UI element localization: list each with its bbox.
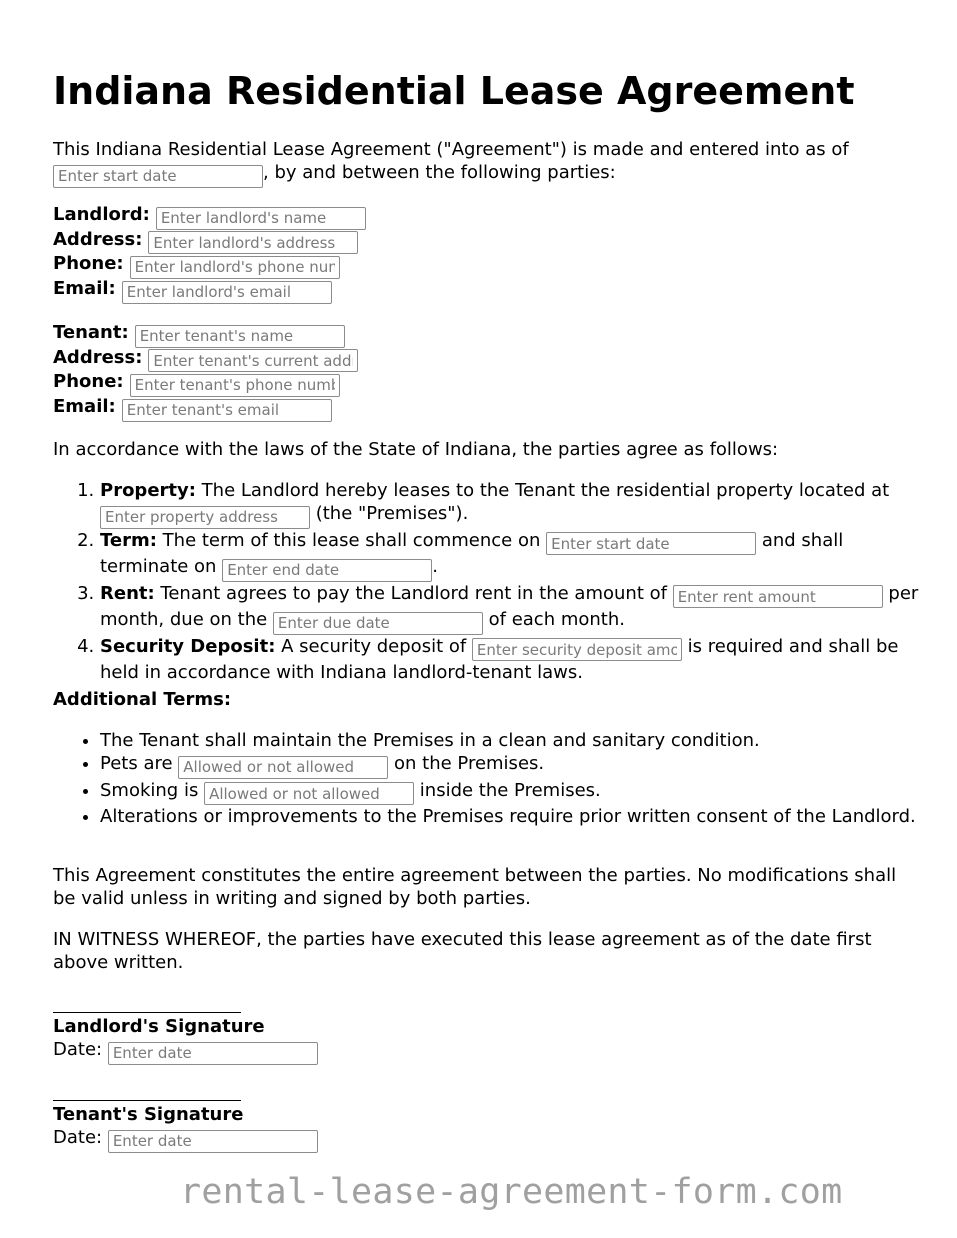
witness-paragraph: IN WITNESS WHEREOF, the parties have executed this lease agreement as of the date first above written. [53, 929, 872, 973]
tenant-phone-input[interactable] [130, 374, 340, 397]
lease-start-date-input[interactable] [546, 532, 756, 555]
deposit-label: Security Deposit: [100, 635, 276, 657]
tenant-email-row [53, 395, 358, 420]
landlord-address-label: Address: [53, 228, 143, 250]
landlord-name-label: Landlord: [53, 204, 150, 225]
rent-text-after: of each month. [482, 609, 625, 630]
landlord-signature-line[interactable] [53, 995, 241, 1013]
property-text-before: The Landlord hereby leases to the Tenant the residential property located at [195, 480, 890, 501]
tenant-phone-row [53, 370, 358, 395]
term-security-deposit [100, 635, 920, 685]
tenant-name-input[interactable] [135, 325, 345, 348]
additional-terms-heading-text: Additional Terms: [53, 689, 232, 710]
term-clean: • The Tenant shall maintain the Premises in a clean and sanitary condition. [100, 729, 920, 752]
term-smoking [100, 779, 920, 806]
tenant-name-label: Tenant: [53, 322, 129, 343]
landlord-phone-input[interactable] [130, 256, 340, 279]
landlord-signature-label: Landlord's Signature [53, 1016, 265, 1037]
intro-text-before: This Indiana Residential Lease Agreement ("Agreement") is made and entered into as of [53, 139, 849, 160]
intro-paragraph [53, 138, 903, 188]
rent-label: Rent: [100, 582, 155, 604]
term-text-middle: and shall terminate on [100, 529, 844, 577]
landlord-signature-date-input[interactable] [108, 1042, 318, 1065]
term-text-before: The term of this lease shall commence on [156, 529, 547, 551]
landlord-signature-block [53, 995, 318, 1065]
landlord-address-row [53, 228, 366, 253]
lease-end-date-input[interactable] [222, 559, 432, 582]
tenant-address-label: Address: [53, 346, 143, 368]
property-label: Property: [100, 480, 196, 501]
smoking-text-before: Smoking is [100, 779, 205, 801]
term-pets [100, 752, 920, 779]
agree-statement: In accordance with the laws of the State of Indiana, the parties agree as follows: [53, 439, 779, 460]
landlord-phone-row [53, 252, 366, 277]
term-rent [100, 582, 920, 635]
tenant-name-row [53, 321, 358, 346]
smoking-text-after: inside the Premises. [414, 779, 601, 801]
tenant-signature-date-input[interactable] [108, 1130, 318, 1153]
tenant-email-label: Email: [53, 396, 116, 418]
landlord-email-row [53, 277, 366, 302]
property-text-after: (the "Premises"). [310, 503, 469, 524]
tenant-info [53, 321, 358, 420]
rent-text-middle: per month, due on the [100, 582, 919, 630]
page-title: Indiana Residential Lease Agreement [53, 69, 855, 113]
term-term [100, 529, 920, 582]
tenant-signature-label: Tenant's Signature [53, 1104, 244, 1125]
landlord-date-label: Date: [53, 1039, 103, 1060]
additional-terms-list [53, 729, 920, 828]
term-alterations: • Alterations or improvements to the Premises require prior written consent of the Landlord. [100, 805, 920, 828]
rent-text-before: Tenant agrees to pay the Landlord rent in the amount of [154, 582, 673, 604]
site-watermark: rental-lease-agreement-form.com [180, 1172, 843, 1212]
tenant-signature-block [53, 1083, 318, 1153]
tenant-address-row [53, 346, 358, 371]
pets-input[interactable] [178, 756, 388, 779]
tenant-address-input[interactable] [148, 349, 358, 372]
deposit-text-before: A security deposit of [275, 635, 472, 657]
term-label: Term: [100, 529, 157, 551]
landlord-email-input[interactable] [122, 281, 332, 304]
rent-amount-input[interactable] [673, 585, 883, 608]
landlord-name-input[interactable] [156, 207, 366, 230]
smoking-input[interactable] [204, 782, 414, 805]
terms-list [53, 479, 920, 684]
term-property [100, 479, 920, 529]
tenant-date-label: Date: [53, 1127, 103, 1148]
rent-due-date-input[interactable] [273, 612, 483, 635]
property-address-input[interactable] [100, 506, 310, 529]
landlord-name-row [53, 203, 366, 228]
term-text-after: . [432, 556, 438, 577]
landlord-address-input[interactable] [148, 231, 358, 254]
pets-text-after: on the Premises. [388, 753, 545, 774]
landlord-email-label: Email: [53, 278, 116, 300]
intro-text-after: , by and between the following parties: [263, 162, 616, 183]
additional-terms-heading [53, 688, 231, 711]
tenant-phone-label: Phone: [53, 371, 124, 393]
landlord-info [53, 203, 366, 302]
pets-text-before: Pets are [100, 753, 179, 774]
agreement-start-date-input[interactable] [53, 165, 263, 188]
deposit-text-after: is required and shall be held in accordance with Indiana landlord-tenant laws. [100, 635, 899, 683]
security-deposit-input[interactable] [472, 638, 682, 661]
entire-agreement-paragraph: This Agreement constitutes the entire agreement between the parties. No modifications shall be valid unless in writing and signed by both parties. [53, 865, 897, 909]
landlord-phone-label: Phone: [53, 253, 124, 275]
tenant-signature-line[interactable] [53, 1083, 241, 1101]
tenant-email-input[interactable] [122, 399, 332, 422]
